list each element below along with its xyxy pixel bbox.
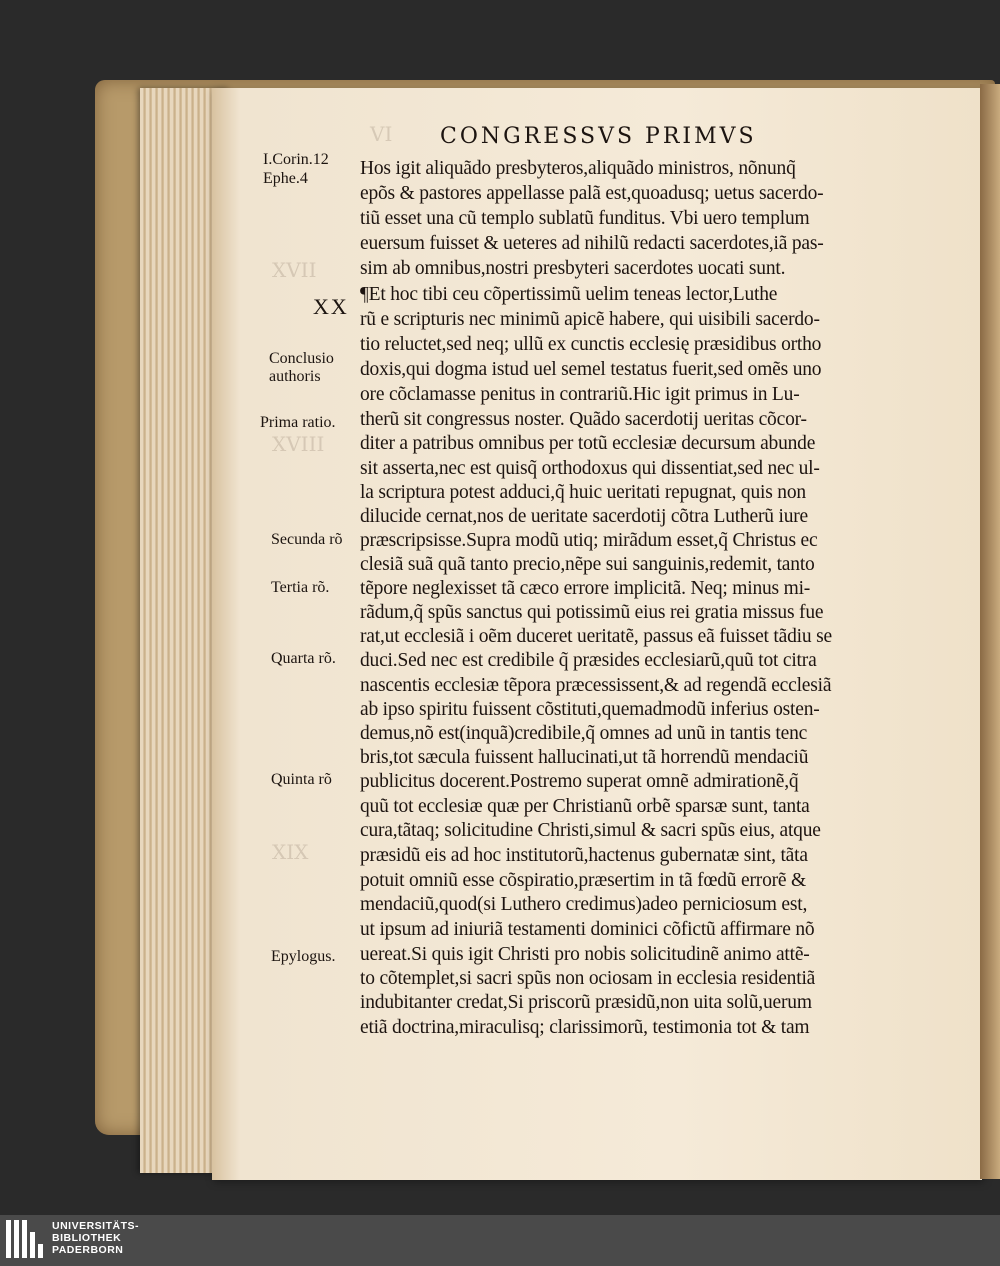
text-line: cura,tãtaq; solicitudine Christi,simul & sacri spũs eius, atque xyxy=(360,820,821,841)
text-line: sit asserta,nec est quisq̃ orthodoxus qui dissentiat,sed nec ul- xyxy=(360,458,820,479)
text-line: tẽpore neglexisset tã cæco errore implicitã. Neq; minus mi- xyxy=(360,578,811,599)
margin-note: Ephe.4 xyxy=(263,170,308,187)
text-line: epõs & pastores appellasse palã est,quoadusq; uetus sacerdo- xyxy=(360,183,824,204)
text-line: doxis,qui dogma istud uel semel testatus fuerit,sed omẽs uno xyxy=(360,359,822,380)
text-line: tio reluctet,sed neq; ullũ ex cunctis ecclesię præsidibus ortho xyxy=(360,334,822,355)
text-line: publicitus docerent.Postremo superat omnẽ admirationẽ,q̃ xyxy=(360,771,799,792)
text-line: dilucide cernat,nos de ueritate sacerdotij cõtra Lutherũ iure xyxy=(360,506,809,527)
text-line: ore cõclamasse penitus in contrariũ.Hic igit primus in Lu- xyxy=(360,384,800,405)
bleed-through-text: XIX xyxy=(272,840,309,864)
text-line: nascentis ecclesiæ tẽpora præcessissent,& ad regendã ecclesiã xyxy=(360,675,832,696)
running-head: CONGRESSVS PRIMVS xyxy=(440,124,757,149)
text-line: rat,ut ecclesiã i oẽm duceret ueritatẽ, passus eã fuisset tãdiu se xyxy=(360,626,832,647)
text-line: sim ab omnibus,nostri presbyteri sacerdotes uocati sunt. xyxy=(360,258,786,279)
margin-note: Tertia rõ. xyxy=(271,579,330,596)
text-line: indubitanter credat,Si priscorũ præsidũ,non uita solũ,uerum xyxy=(360,992,812,1013)
text-line: ut ipsum ad iniuriã testamenti dominici cõfictũ affirmare nõ xyxy=(360,919,815,940)
text-line: diter a patribus omnibus per totũ ecclesiæ decursum abunde xyxy=(360,433,816,454)
text-line: la scriptura potest adduci,q̃ huic ueritati repugnat, quis non xyxy=(360,482,806,503)
bleed-through-text: XVIII xyxy=(272,432,325,456)
text-line: præscripsisse.Supra modũ utiq; mirãdum esset,q̃ Christus ec xyxy=(360,530,818,551)
margin-note: authoris xyxy=(269,368,321,385)
text-line: quũ tot ecclesiæ quæ per Christianũ orbẽ sparsæ sunt, tanta xyxy=(360,796,810,817)
text-line: præsidũ eis ad hoc institutorũ,hactenus gubernatæ sint, tãta xyxy=(360,845,808,866)
library-name-line: PADERBORN xyxy=(52,1244,124,1256)
text-line: bris,tot sæcula fuissent hallucinati,ut tã horrendũ mendaciũ xyxy=(360,747,809,768)
text-line: potuit omniũ esse cõspiratio,præsertim in tã fœdũ errorẽ & xyxy=(360,870,807,891)
text-line: mendaciũ,quod(si Luthero credimus)adeo perniciosum est, xyxy=(360,894,808,915)
text-line: rũ e scripturis nec minimũ apicẽ habere, qui uisibili sacerdo- xyxy=(360,309,820,330)
margin-note: Prima ratio. xyxy=(260,414,336,431)
text-line: euersum fuisset & ueteres ad nihilũ redacti sacerdotes,iã pas- xyxy=(360,233,824,254)
text-line: Hos igit aliquãdo presbyteros,aliquãdo ministros, nõnunq̃ xyxy=(360,158,796,179)
text-line: ¶Et hoc tibi ceu cõpertissimũ uelim teneas lector,Luthe xyxy=(360,284,778,305)
section-number: XX xyxy=(313,294,349,319)
bleed-through-text: VI xyxy=(370,122,393,146)
margin-note: Quarta rõ. xyxy=(271,650,336,667)
page-fold xyxy=(980,84,1000,1179)
library-name-line: BIBLIOTHEK xyxy=(52,1232,122,1244)
text-line: duci.Sed nec est credibile q̃ præsides ecclesiarũ,quũ tot citra xyxy=(360,650,817,671)
bleed-through-text: XVII xyxy=(272,258,317,282)
bars-logo-icon xyxy=(6,1220,46,1258)
text-line: tiũ esset una cũ templo sublatũ funditus. Vbi uero templum xyxy=(360,208,810,229)
text-line: demus,nõ est(inquã)credibile,q̃ omnes ad unũ in tantis tenc xyxy=(360,723,808,744)
text-line: etiã doctrina,miraculisq; clarissimorũ, testimonia tot & tam xyxy=(360,1017,810,1038)
margin-note: Quinta rõ xyxy=(271,771,332,788)
library-name-line: UNIVERSITÄTS- xyxy=(52,1220,140,1232)
text-line: uereat.Si quis igit Christi pro nobis solicitudinẽ animo attẽ- xyxy=(360,944,810,965)
text-line: clesiã suã quã tanto precio,nẽpe sui sanguinis,redemit, tanto xyxy=(360,554,815,575)
text-line: therũ sit congressus noster. Quãdo sacerdotij ueritas cõcor- xyxy=(360,409,807,430)
text-line: rãdum,q̃ spũs sanctus qui potissimũ eius rei gratia missus fue xyxy=(360,602,824,623)
margin-note: Epylogus. xyxy=(271,948,336,965)
text-line: ab ipso spiritu fuissent cõstituti,quemadmodũ inferius osten- xyxy=(360,699,820,720)
footer-bar xyxy=(0,1215,1000,1266)
text-line: to cõtemplet,si sacri spũs non ociosam in ecclesia residentiã xyxy=(360,968,816,989)
margin-note: I.Corin.12 xyxy=(263,151,329,168)
margin-note: Conclusio xyxy=(269,350,334,367)
margin-note: Secunda rõ xyxy=(271,531,343,548)
